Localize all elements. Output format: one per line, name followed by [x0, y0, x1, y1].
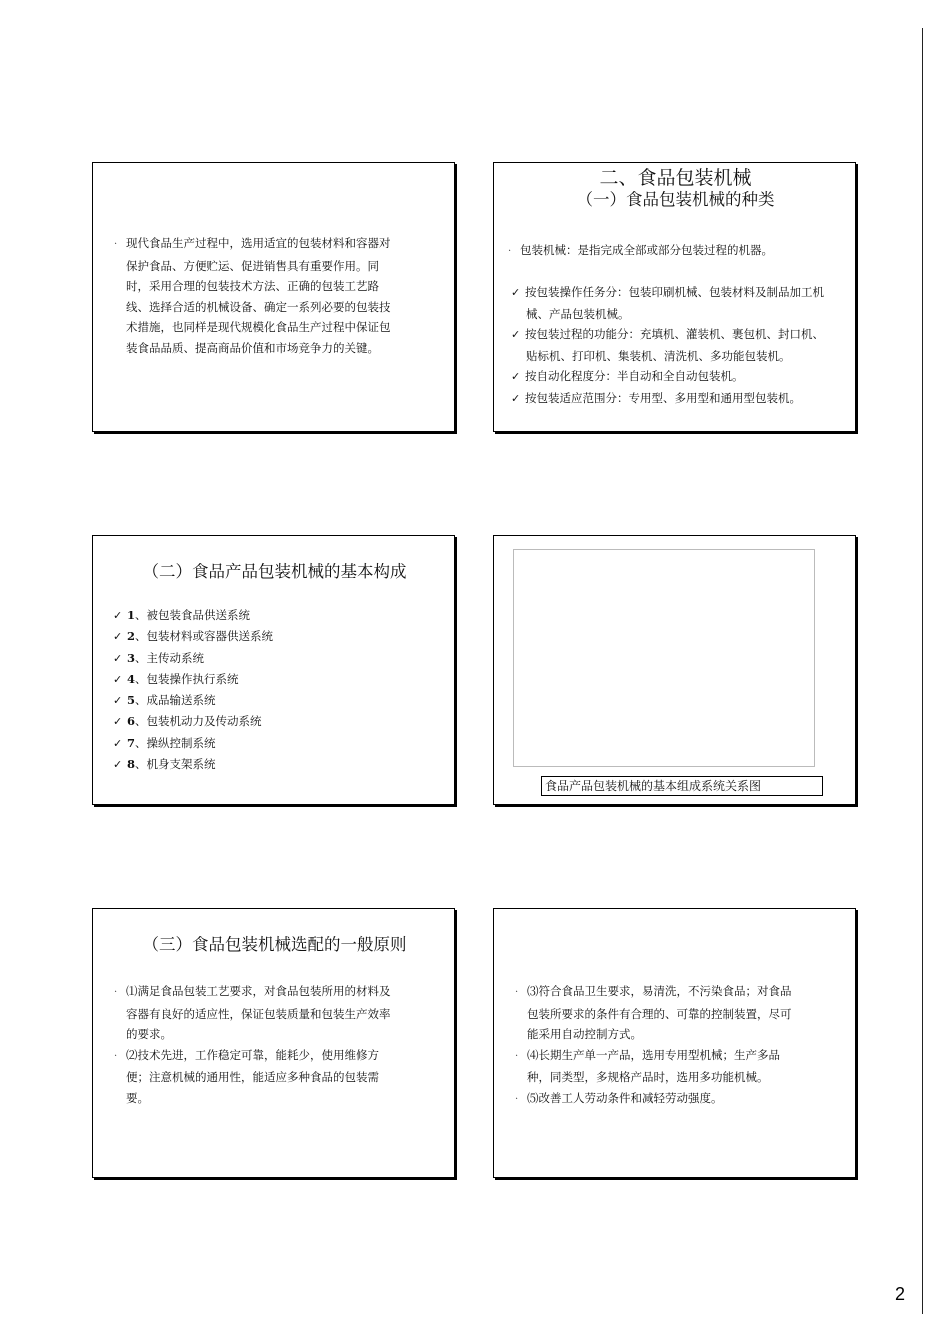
list-item	[113, 648, 273, 669]
list-item-text: 按包装操作任务分：包装印刷机械、包装材料及制品加工机械、产品包装机械。	[525, 285, 824, 321]
item-number: 4	[127, 671, 136, 686]
list-item	[511, 282, 828, 324]
list-item	[511, 388, 828, 410]
item-number: 7	[127, 735, 136, 750]
list-item	[114, 981, 398, 1045]
bullet-dot: ·	[508, 246, 512, 257]
item-number: 3	[127, 650, 136, 665]
principles-list	[114, 981, 398, 1108]
list-item	[113, 754, 273, 775]
bullet-dot: ·	[114, 1050, 118, 1062]
checkmark-icon: ✓	[511, 286, 521, 299]
list-item-text: 按自动化程度分：半自动和全自动包装机。	[525, 369, 744, 383]
diagram-image-placeholder	[513, 549, 815, 767]
checkmark-icon: ✓	[113, 694, 123, 708]
list-item	[113, 605, 273, 626]
list-item-text: ⑴满足食品包装工艺要求，对食品包装所用的材料及容器有良好的适应性，保证包装质量和包装生产效率的要求。	[126, 984, 391, 1041]
slide-title: 二、食品包装机械	[599, 167, 752, 189]
bullet-dot: ·	[515, 1093, 519, 1105]
item-text: 、成品输送系统	[135, 693, 216, 708]
bullet-dot: ·	[515, 1050, 519, 1062]
slide-title: （三）食品包装机械选配的一般原则	[142, 935, 407, 954]
slide-intro	[92, 162, 455, 432]
checkmark-icon: ✓	[113, 715, 123, 729]
diagram-caption: 食品产品包装机械的基本组成系统关系图	[541, 776, 823, 796]
item-number: 2	[127, 629, 136, 644]
item-number: 1	[127, 608, 136, 622]
list-item	[113, 626, 274, 647]
item-text: 、主传动系统	[135, 650, 205, 665]
item-text: 、包装材料或容器供送系统	[135, 629, 274, 644]
list-item-text: 按包装适应范围分：专用型、多用型和通用型包装机。	[525, 390, 801, 405]
list-item	[113, 669, 273, 690]
type-list	[511, 282, 828, 409]
list-item	[515, 981, 799, 1045]
item-text: 、包装操作执行系统	[135, 671, 239, 686]
checkmark-icon: ✓	[511, 391, 521, 405]
principles-list	[515, 981, 799, 1110]
page-edge-line	[922, 28, 923, 1314]
list-item	[511, 324, 828, 366]
checkmark-icon: ✓	[511, 328, 521, 341]
item-number: 8	[127, 757, 136, 772]
checkmark-icon: ✓	[113, 758, 123, 772]
item-number: 5	[127, 693, 136, 708]
list-item-text: ⑶符合食品卫生要求，易清洗，不污染食品；对食品包装所要求的条件有合理的、可靠的控制装置，尽可能采用自动控制方式。	[527, 984, 792, 1041]
item-number: 6	[127, 714, 136, 729]
list-item	[114, 1045, 398, 1109]
list-item-text: ⑷长期生产单一产品，选用专用型机械；生产多品种，同类型，多规格产品时，选用多功能机械。	[527, 1047, 780, 1084]
checkmark-icon: ✓	[113, 651, 123, 665]
list-item	[515, 1045, 799, 1088]
list-item-text: ⑸改善工人劳动条件和减轻劳动强度。	[527, 1090, 723, 1105]
slide-selection-principles	[92, 908, 455, 1178]
intro-text: 现代食品生产过程中，选用适宜的包装材料和容器对保护食品、方便贮运、促进销售具有重要作用。同时，采用合理的包装技术方法、正确的包装工艺路线、选择合适的机械设备、确定一系列必要的包装技术措施，也同样是现代规模化食品生产过程中保证包装食品品质、提高商品价值和市场竞争力的关键。	[126, 236, 391, 355]
list-item-text: ⑵技术先进，工作稳定可靠，能耗少，使用维修方便；注意机械的通用性，能适应多种食品的包装需要。	[126, 1047, 379, 1105]
checkmark-icon: ✓	[113, 672, 123, 686]
checkmark-icon: ✓	[113, 609, 123, 622]
list-item	[113, 733, 273, 754]
checkmark-icon: ✓	[511, 370, 521, 383]
item-text: 、操纵控制系统	[135, 735, 216, 750]
bullet-dot: ·	[515, 987, 519, 998]
checkmark-icon: ✓	[113, 736, 123, 750]
bullet-dot: ·	[114, 239, 118, 250]
list-item-text: 按包装过程的功能分：充填机、灌装机、裹包机、封口机、贴标机、打印机、集装机、清洗机、多功能包装机。	[525, 327, 824, 363]
composition-list	[113, 605, 274, 775]
item-text: 、被包装食品供送系统	[135, 608, 251, 622]
item-text: 、机身支架系统	[135, 757, 216, 772]
checkmark-icon: ✓	[113, 630, 123, 644]
slide-subtitle: （一）食品包装机械的种类	[576, 190, 775, 209]
list-item	[515, 1088, 799, 1111]
page-number: 2	[895, 1284, 906, 1304]
list-item	[113, 711, 273, 732]
definition-text: 包装机械：是指完成全部或部分包装过程的机器。	[520, 243, 773, 257]
slide-title: （二）食品产品包装机械的基本构成	[142, 562, 407, 581]
list-item	[113, 690, 273, 711]
intro-paragraph	[114, 233, 398, 358]
slide-machine-types	[493, 162, 856, 432]
list-item	[511, 366, 828, 388]
slide-diagram	[493, 535, 856, 805]
slide-selection-principles-cont	[493, 908, 856, 1178]
definition-line	[508, 240, 840, 263]
item-text: 、包装机动力及传动系统	[135, 714, 262, 729]
slide-basic-composition	[92, 535, 455, 805]
bullet-dot: ·	[114, 987, 118, 998]
